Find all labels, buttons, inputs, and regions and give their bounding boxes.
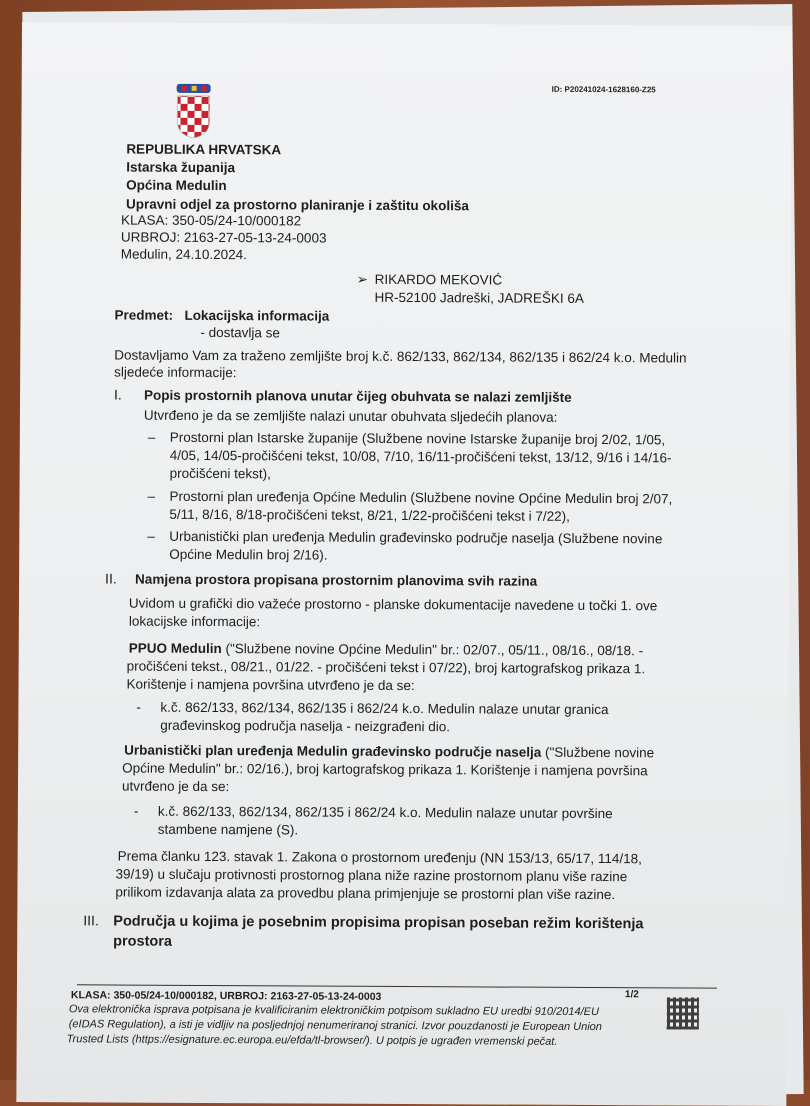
page-number: 1/2 <box>624 989 639 1001</box>
section-title: Područja u kojima je posebnim propisima propisan poseban režim korištenja <box>113 913 644 933</box>
ppuo-item: građevinskog područja naselja - neizgrađeni dio. <box>160 717 451 735</box>
upu-item: stambene namjene (S). <box>157 821 299 838</box>
list-item-line: Prostorni plan Istarske županije (Službene novine Istarske županije broj 2/02, 1/05, <box>169 429 666 448</box>
list-item-line: Općine Medulin broj 2/16). <box>169 546 328 563</box>
ppuo-item: k.č. 862/133, 862/134, 862/135 i 862/24 k.o. Medulin nalaze unutar granica <box>160 699 609 718</box>
recipient-address: HR-52100 Jadreški, JADREŠKI 6A <box>374 289 584 306</box>
place-date: Medulin, 24.10.2024. <box>120 246 247 263</box>
ppuo-line: ("Službene novine Općine Medulin" br.: 02/07., 05/11., 08/16., 08/18. - <box>221 641 644 659</box>
section-numeral: III. <box>83 912 99 929</box>
upu-title: Urbanistički plan uređenja Medulin građevinsko područje naselja <box>124 742 542 760</box>
closing-line: 39/19) u slučaju protivnosti prostornog plana niže razine prostornom planu više razine <box>115 866 628 885</box>
klasa: KLASA: 350-05/24-10/000182 <box>120 212 302 229</box>
header-municipality: Općina Medulin <box>126 177 227 194</box>
section-title: Namjena prostora propisana prostornim planovima svih razina <box>135 571 538 589</box>
subject-label: Predmet: <box>114 307 174 323</box>
list-item-line: Urbanistički plan uređenja Medulin građevinsko područje naselja (Službene novine <box>169 528 663 547</box>
ppuo-title: PPUO Medulin <box>128 640 222 657</box>
upu-item: k.č. 862/133, 862/134, 862/135 i 862/24 k.o. Medulin nalaze unutar površine <box>157 803 613 822</box>
upu-line: utvrđeno je da se: <box>121 778 230 795</box>
list-item-line: Prostorni plan uređenja Općine Medulin (Službene novine Općine Medulin broj 2/07, <box>169 488 673 507</box>
subject-title: Lokacijska informacija <box>184 307 330 324</box>
ppuo-line: pročišćeni tekst., 08/21., 01/22. - pročišćeni tekst i 07/22), broj kartografskog prikaza 1. <box>126 658 646 677</box>
urbroj: URBROJ: 2163-27-05-13-24-0003 <box>120 229 327 246</box>
dash-bullet: - <box>136 699 141 715</box>
signature-notice: (eIDAS Regulation), a isti je vidljiv na posljednjoj nenumeriranoj stranici. Izvor pouzdanosti je European Union <box>68 1018 602 1034</box>
qr-code-icon <box>667 997 699 1029</box>
list-item-line: pročišćeni tekst), <box>169 465 271 482</box>
recipient-marker: ➢ <box>356 271 369 287</box>
subject-subtitle: - dostavlja se <box>200 324 280 341</box>
intro-line: sljedeće informacije: <box>114 364 237 381</box>
document-id: ID: P20241024-1628160-Z25 <box>551 84 656 95</box>
closing-line: Prema članku 123. stavak 1. Zakona o prostornom uređenju (NN 153/13, 65/17, 114/18, <box>117 848 642 867</box>
ppuo-line: Korištenje i namjena površina utvrđeno je da se: <box>126 676 415 694</box>
section-numeral: I. <box>114 386 122 403</box>
list-item-line: 5/11, 8/16, 8/18-pročišćeni tekst, 8/21, 1/22-pročišćeni tekst i 7/22), <box>169 506 570 524</box>
section-numeral: II. <box>105 570 117 587</box>
upu-line: Općine Medulin" br.: 02/16.), broj kartografskog prikaza 1. Korištenje i namjena površina <box>122 760 648 779</box>
signature-notice: Trusted Lists (https://esignature.ec.europa.eu/efda/tl-browser/). U potpis je ugrađen vremenski pečat. <box>66 1033 558 1048</box>
section-lead: Utvrđeno je da se zemljište nalazi unutar obuhvata sljedećih planova: <box>143 407 558 425</box>
section-lead: lokacijske informacije: <box>128 613 261 630</box>
dash-bullet: - <box>133 803 139 819</box>
header-department: Upravni odjel za prostorno planiranje i zaštitu okoliša <box>126 196 469 214</box>
dash-bullet: – <box>147 429 156 445</box>
signature-notice: Ova elektronička isprava potpisana je kvalificiranim elektroničkim potpisom sukladno EU uredbi 910/2014/EU <box>68 1003 599 1019</box>
closing-line: prilikom izdavanja alata za provedbu plana primjenjuje se prostorni plan više razine. <box>115 884 616 903</box>
upu-line: ("Službene novine <box>541 744 655 761</box>
recipient-name: RIKARDO MEKOVIĆ <box>374 271 503 288</box>
dash-bullet: – <box>147 528 155 544</box>
document-page <box>16 22 792 1106</box>
section-title: Popis prostornih planova unutar čijeg obuhvata se nalazi zemljište <box>144 387 572 405</box>
footer-ref: KLASA: 350-05/24-10/000182, URBROJ: 2163-27-05-13-24-0003 <box>70 989 382 1003</box>
croatian-coat-of-arms-icon <box>173 83 213 139</box>
dash-bullet: – <box>147 488 156 504</box>
list-item-line: 4/05, 14/05-pročišćeni tekst, 10/08, 7/10, 16/11-pročišćeni tekst, 13/12, 9/16 i 14/16- <box>169 447 672 466</box>
header-county: Istarska županija <box>126 159 236 176</box>
intro-line: Dostavljamo Vam za traženo zemljište broj k.č. 862/133, 862/134, 862/135 i 862/24 k.o. Medulin <box>114 347 687 366</box>
section-lead: Uvidom u grafički dio važeće prostorno - planske dokumentacije navedene u točki 1. ove <box>128 595 658 614</box>
header-country: REPUBLIKA HRVATSKA <box>126 141 282 158</box>
section-title: prostora <box>113 933 173 950</box>
